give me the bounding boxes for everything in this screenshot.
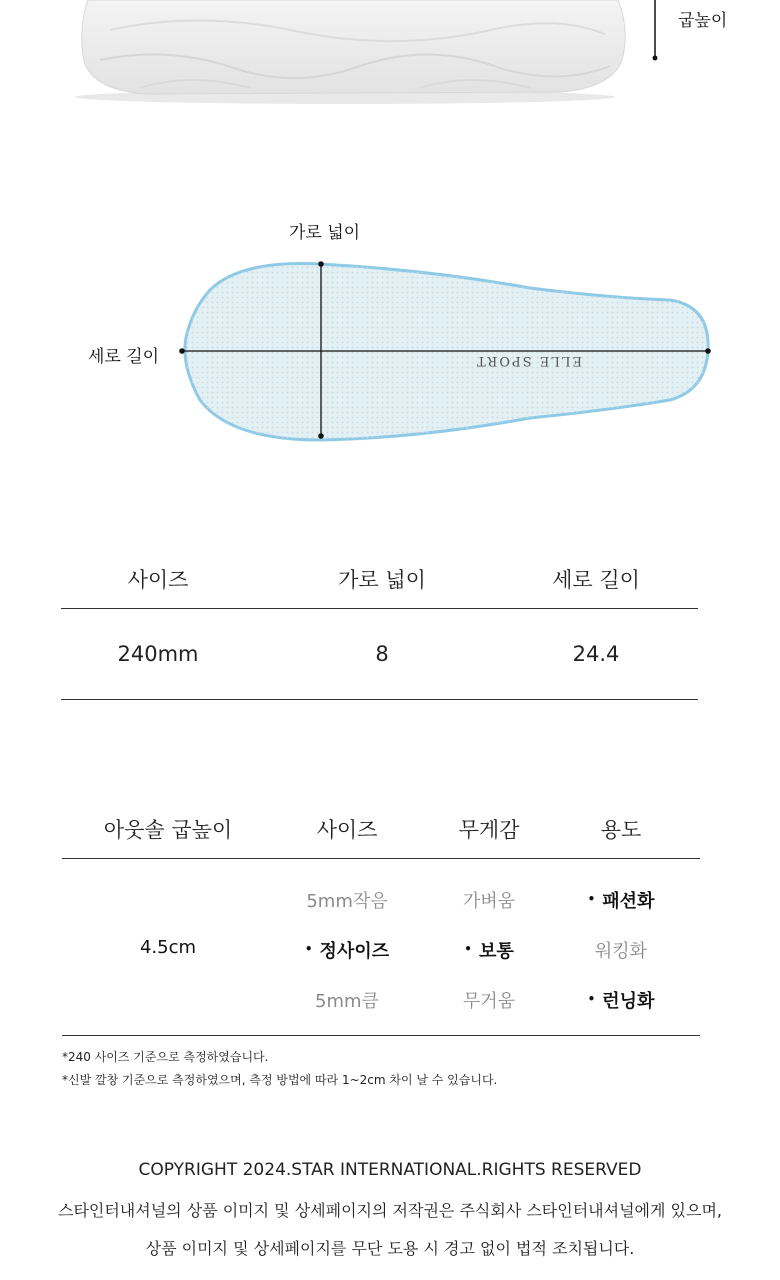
- fit-option-true-size: • 정사이즈: [274, 937, 420, 963]
- insole-length-label: 세로 길이: [88, 347, 160, 367]
- fit-option-small: 5mm작음: [306, 891, 388, 912]
- copyright-notice-line1: 스타인터내셔널의 상품 이미지 및 상세페이지의 저작권은 주식회사 스타인터내셔널에게 있으며,: [57, 1201, 722, 1220]
- shoe-sole-illustration: [0, 0, 780, 110]
- copyright-notice-line2: 상품 이미지 및 상세페이지를 무단 도용 시 경고 없이 법적 조치됩니다.: [145, 1239, 635, 1258]
- insole-diagram: [170, 250, 730, 450]
- note-line: *240 사이즈 기준으로 측정하였습니다.: [62, 1050, 269, 1064]
- size-table: [61, 550, 698, 700]
- width-header: 가로 넓이: [338, 568, 426, 592]
- size-table-header: [61, 550, 698, 609]
- usage-header: 용도: [600, 818, 642, 842]
- size-value: 240mm: [117, 642, 199, 666]
- length-header: 세로 길이: [552, 568, 640, 592]
- weight-option-heavy: 무거움: [462, 991, 516, 1012]
- copyright-text: COPYRIGHT 2024.STAR INTERNATIONAL.RIGHTS RESERVED: [138, 1160, 642, 1180]
- heel-height-value: 4.5cm: [139, 937, 197, 958]
- weight-option-normal: • 보통: [420, 937, 558, 963]
- weight-header: 무게감: [458, 818, 520, 842]
- table-row: [61, 609, 698, 700]
- usage-option-walking: 워킹화: [594, 941, 648, 962]
- brand-logo: ELLE SPORT: [475, 353, 582, 368]
- fit-option-large: 5mm큼: [315, 991, 379, 1012]
- spec-table: [62, 800, 700, 1036]
- measurement-notes: [62, 1046, 497, 1092]
- length-value: 24.4: [572, 642, 620, 666]
- shoe-sole-image: [0, 0, 780, 110]
- insole-width-label: 가로 넓이: [289, 223, 361, 243]
- heel-height-header: 아웃솔 굽높이: [103, 818, 233, 842]
- usage-option-running: • 런닝화: [558, 987, 684, 1013]
- spec-table-body: [62, 859, 700, 1036]
- size-header: 사이즈: [127, 568, 189, 592]
- weight-option-light: 가벼움: [462, 891, 516, 912]
- spec-table-header: [62, 800, 700, 859]
- fit-header: 사이즈: [316, 818, 378, 842]
- note-line: *신발 깔창 기준으로 측정하였으며, 측정 방법에 따라 1~2cm 차이 날 수 있습니다.: [62, 1073, 498, 1087]
- width-value: 8: [375, 642, 389, 666]
- usage-option-fashion: • 패션화: [558, 887, 684, 913]
- heel-height-label: 굽높이: [678, 11, 728, 31]
